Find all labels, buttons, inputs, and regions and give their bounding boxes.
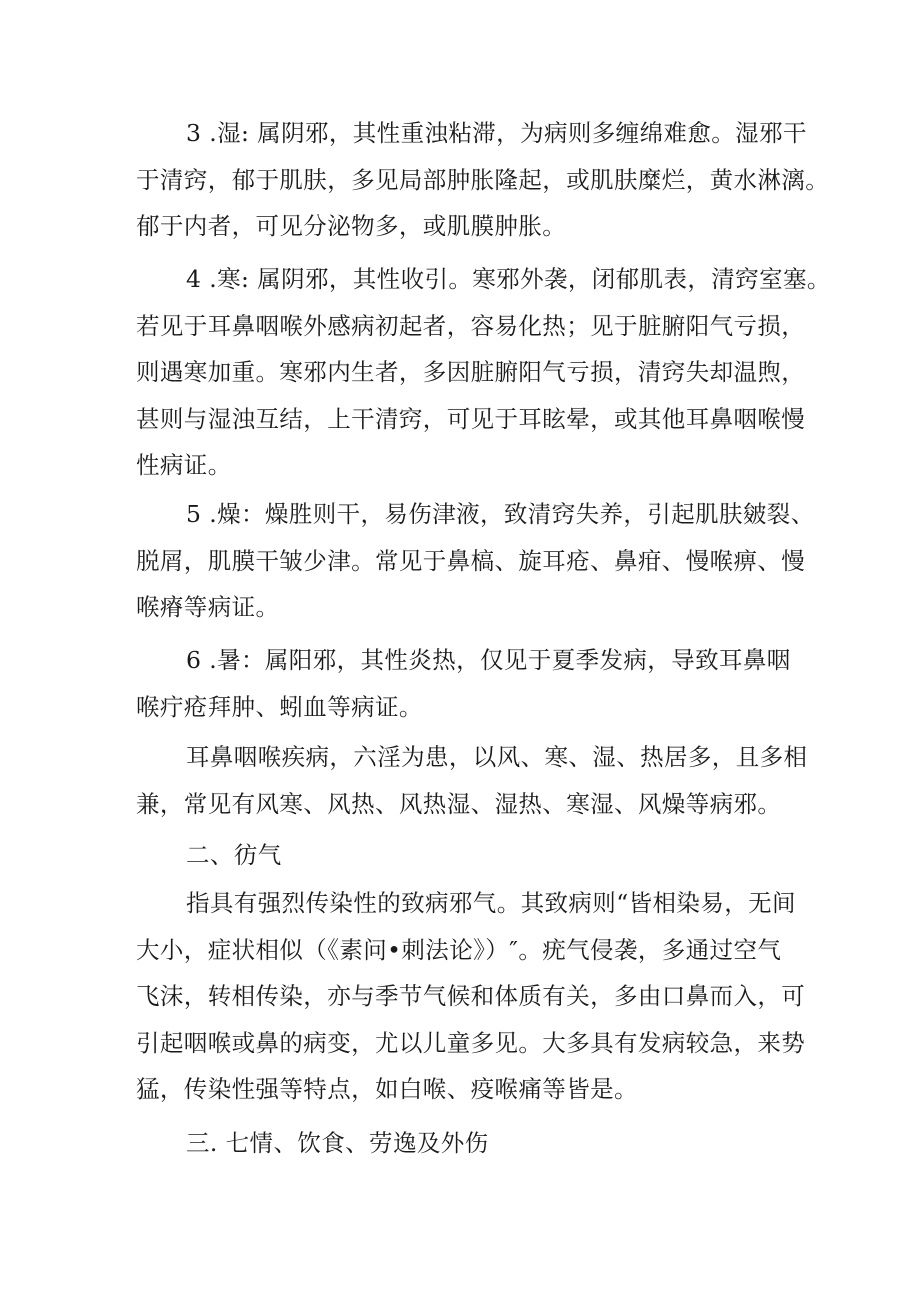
section-heading-emotions-diet: 三. 七情、饮食、劳逸及外伤	[186, 1129, 489, 1157]
text-line: 兼，常见有风寒、风热、风热湿、湿热、寒湿、风燥等病邪。	[136, 789, 782, 818]
text-line: 猛，传染性强等特点，如白喉、疫喉痛等皆是。	[136, 1075, 638, 1103]
text-line: 喉瘠等病证。	[136, 593, 280, 621]
text-line: 4 .寒: 属阴邪，其性收引。寒邪外袭，闭郁肌表，清窍室塞。	[186, 265, 831, 293]
text-line: 耳鼻咽喉疾病，六淫为患，以风、寒、湿、热居多，且多相	[186, 743, 808, 771]
text-line: 5 .燥：燥胜则干，易伤津液，致清窍失养，引起肌肤皴裂、	[186, 500, 815, 528]
text-line: 脱屑，肌膜干皱少津。常见于鼻槁、旋耳疮、鼻疳、慢喉痹、慢	[136, 546, 806, 575]
paragraph-dryness	[136, 491, 815, 631]
paragraph-summer-heat	[136, 637, 796, 730]
paragraph-pestilent-qi	[136, 880, 806, 1113]
paragraph-six-excesses-summary	[136, 734, 808, 827]
text-line: 郁于内者，可见分泌物多，或肌膜肿胀。	[136, 212, 567, 240]
text-line: 飞沫，转相传染，亦与季节气候和体质有关，多由口鼻而入，可	[136, 982, 806, 1010]
text-line: 3 .湿: 属阴邪，其性重浊粘滞，为病则多缠绵难愈。湿邪干	[186, 119, 807, 147]
paragraph-dampness	[136, 110, 830, 250]
section-heading-pestilent-qi: 二、彷气	[186, 841, 282, 869]
text-line: 于清窍，郁于肌肤，多见局部肿胀隆起，或肌肤糜烂，黄水淋漓。	[136, 165, 830, 194]
text-line: 若见于耳鼻咽喉外感病初起者，容易化热；见于脏腑阳气亏损，	[136, 311, 806, 340]
text-line: 则遇寒加重。寒邪内生者，多因脏腑阳气亏损，清窍失却温煦，	[136, 358, 806, 386]
text-line: 大小，症状相似（《素问•刺法论》）″。疣气侵袭，多通过空气	[136, 935, 782, 964]
paragraph-cold	[136, 256, 831, 489]
text-line: 6 .暑：属阳邪，其性炎热，仅见于夏季发病，导致耳鼻咽	[186, 646, 791, 674]
text-line: 引起咽喉或鼻的病变，尤以儿童多见。大多具有发病较急，来势	[136, 1028, 806, 1057]
text-line: 指具有强烈传染性的致病邪气。其致病则“皆相染易，无间	[186, 889, 796, 917]
text-line: 性病证。	[136, 451, 232, 479]
text-line: 喉疔疮拜肿、蚓血等病证。	[136, 692, 423, 721]
text-line: 甚则与湿浊互结，上干清窍，可见于耳眩晕，或其他耳鼻咽喉慢	[136, 404, 806, 433]
